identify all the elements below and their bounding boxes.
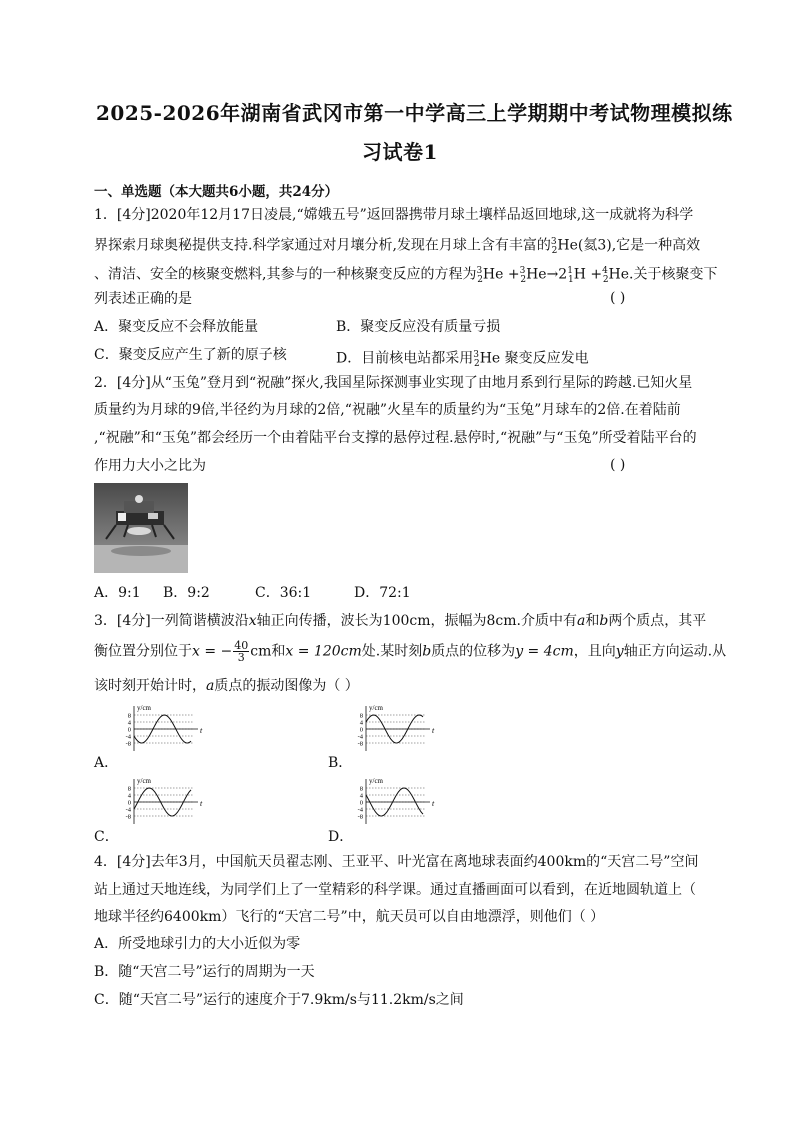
y-axis-label: y/cm: [369, 704, 383, 712]
y-tick-label: 8: [127, 712, 131, 720]
q1-option-c: C．聚变反应产生了新的原子核: [94, 347, 287, 363]
y-tick-label: 4: [127, 792, 131, 800]
page-title-line1: 2025-2026年湖南省武冈市第一中学高三上学期期中考试物理模拟练: [96, 101, 733, 125]
y-tick-label: 4: [127, 719, 131, 727]
q2-line4: 作用力大小之比为: [94, 458, 206, 474]
y-tick-label: 0: [359, 799, 363, 807]
q1-line3: 、清洁、安全的核聚变燃料,其参与的一种核聚变反应的方程为$^3_2He +^3_2He\to 2^1_1H +^4_2He$.关于核聚变下: [94, 266, 718, 286]
q1-option-d: D．目前核电站都采用$^3_2$He 聚变反应发电: [336, 350, 589, 370]
t-axis-label: t: [432, 726, 435, 735]
q1-line1: 1．[4分]2020年12月17日凌晨,“嫦娥五号”返回器携带月球土壤样品返回地球,这一成就将为科学: [94, 207, 694, 223]
y-tick-label: -8: [357, 740, 363, 748]
t-axis-label: t: [432, 799, 435, 808]
q3-option-a: A．: [94, 755, 119, 771]
y-tick-label: -4: [125, 733, 131, 741]
q4-option-a: A．所受地球引力的大小近似为零: [94, 936, 301, 952]
q1-option-b: B．聚变反应没有质量亏损: [336, 319, 501, 335]
q2-line3: ,“祝融”和“玉兔”都会经历一个由着陆平台支撑的悬停过程.悬停时,“祝融”与“玉兔”所受着陆平台的: [94, 430, 697, 446]
q2-option-b: B．9:2: [163, 585, 210, 601]
y-tick-label: 8: [359, 712, 363, 720]
y-axis-label: y/cm: [369, 777, 383, 785]
q3-line1: 3．[4分]一列简谐横波沿x轴正向传播，波长为100cm，振幅为8cm.介质中有a和b两个质点，其平: [94, 613, 707, 629]
q2-line2: 质量约为月球的9倍,半径约为月球的2倍,“祝融”火星车的质量约为“玉兔”月球车的2倍.在着陆前: [94, 402, 681, 418]
q1-line4: 列表述正确的是: [94, 291, 192, 307]
y-tick-label: 0: [127, 726, 131, 734]
q2-option-d: D．72:1: [354, 585, 411, 601]
y-axis-label: y/cm: [137, 777, 151, 785]
y-tick-label: 0: [127, 799, 131, 807]
q2-answer-paren: ( ): [610, 457, 626, 473]
page-title-line2: 习试卷1: [362, 140, 438, 164]
q1-line2: 界探索月球奥秘提供支持.科学家通过对月壤分析,发现在月球上含有丰富的$^3_2$He(氦3),它是一种高效: [94, 237, 701, 257]
q3-graph-b: [346, 703, 436, 753]
y-tick-label: 4: [359, 719, 363, 727]
q2-option-a: A．9:1: [94, 585, 141, 601]
y-tick-label: 8: [127, 785, 131, 793]
q4-option-b: B．随“天宫二号”运行的周期为一天: [94, 964, 315, 980]
y-tick-label: -8: [357, 813, 363, 821]
q3-graph-c: [114, 776, 204, 826]
q4-line2: 站上通过天地连线，为同学们上了一堂精彩的科学课。通过直播画面可以看到，在近地圆轨道上（: [94, 882, 696, 898]
q3-line2: 衡位置分别位于x = − $\frac{40}{3}$ cm和x = 120cm处.某时刻b质点的位移为y = 4cm，且向y轴正方向运动.从: [94, 639, 727, 664]
q4-line3: 地球半径约6400km）飞行的“天宫二号”中，航天员可以自由地漂浮，则他们（ ）: [94, 909, 605, 925]
lander-photo: [94, 483, 188, 573]
q3-line3: 该时刻开始计时，a质点的振动图像为（ ）: [94, 678, 359, 694]
q1-option-a: A．聚变反应不会释放能量: [94, 319, 259, 335]
q3-graph-d: [346, 776, 436, 826]
t-axis-label: t: [200, 799, 203, 808]
y-tick-label: -4: [357, 733, 363, 741]
section-heading: 一、单选题（本大题共6小题，共24分）: [94, 184, 339, 200]
y-tick-label: -4: [125, 806, 131, 814]
q3-option-d: D．: [328, 829, 354, 845]
y-tick-label: 0: [359, 726, 363, 734]
q4-line1: 4．[4分]去年3月，中国航天员翟志刚、王亚平、叶光富在离地球表面约400km的“天宫二号”空间: [94, 854, 699, 870]
y-tick-label: 4: [359, 792, 363, 800]
y-tick-label: -8: [125, 813, 131, 821]
q4-option-c: C．随“天宫二号”运行的速度介于7.9km/s与11.2km/s之间: [94, 992, 464, 1008]
y-tick-label: 8: [359, 785, 363, 793]
y-tick-label: -4: [357, 806, 363, 814]
q1-answer-paren: ( ): [610, 290, 626, 306]
y-tick-label: -8: [125, 740, 131, 748]
t-axis-label: t: [200, 726, 203, 735]
q2-option-c: C．36:1: [255, 585, 312, 601]
q3-option-c: C．: [94, 829, 119, 845]
q2-line1: 2．[4分]从“玉兔”登月到“祝融”探火,我国星际探测事业实现了由地月系到行星际的跨越.已知火星: [94, 375, 693, 391]
q3-option-b: B．: [328, 755, 353, 771]
q3-graph-a: [114, 703, 204, 753]
y-axis-label: y/cm: [137, 704, 151, 712]
